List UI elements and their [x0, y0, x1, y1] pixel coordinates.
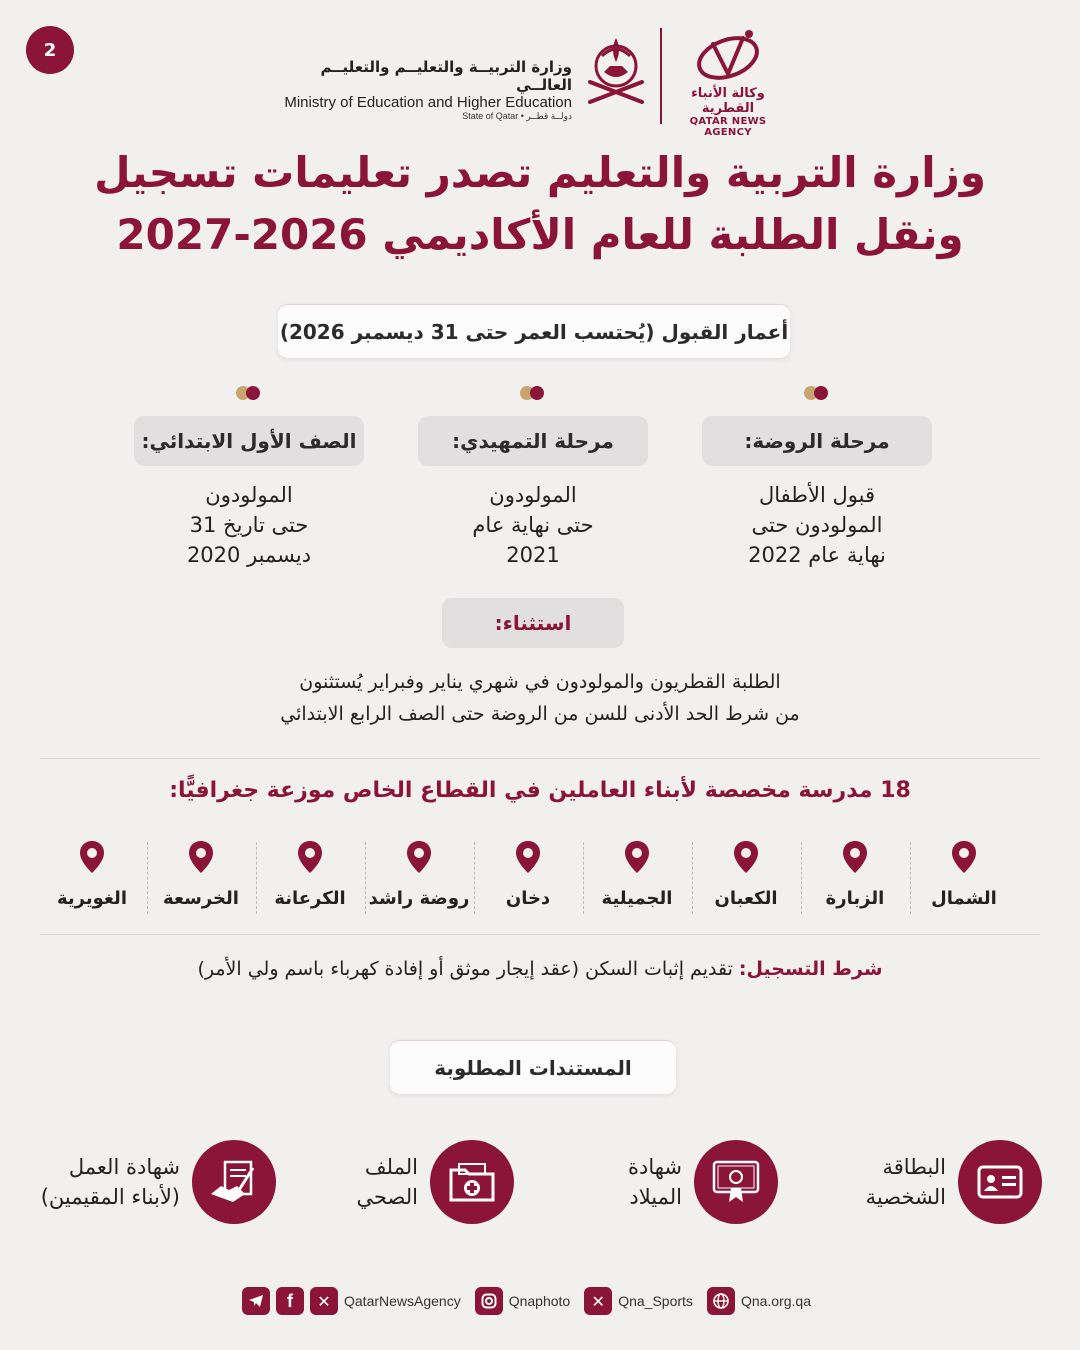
- location-label: دخان: [505, 888, 551, 909]
- qna-name-arabic: وكالة الأنباء القطرية: [691, 86, 765, 116]
- work-certificate-icon: [192, 1140, 276, 1224]
- stage-text-line: نهاية عام 2022: [748, 543, 886, 567]
- exception-line-2: من شرط الحد الأدنى للسن من الروضة حتى الصف الرابع الابتدائي: [280, 703, 800, 725]
- location-pin-icon: [188, 840, 214, 874]
- exception-line-1: الطلبة القطريون والمولودون في شهري يناير وفبراير يُستثنون: [299, 671, 781, 693]
- ministry-name-english: Ministry of Education and Higher Education: [284, 94, 572, 111]
- page-number-badge: 2: [26, 26, 74, 74]
- location-separator: [692, 842, 693, 914]
- medical-folder-icon: [430, 1140, 514, 1224]
- location-item: [692, 840, 800, 909]
- stage-preparatory-label: مرحلة التمهيدي:: [418, 416, 648, 466]
- location-pin-icon: [733, 840, 759, 874]
- location-label: الكرعانة: [274, 888, 346, 909]
- location-separator: [365, 842, 366, 914]
- location-pin-icon: [624, 840, 650, 874]
- location-separator: [801, 842, 802, 914]
- location-pin-icon: [951, 840, 977, 874]
- location-separator: [910, 842, 911, 914]
- registration-condition: [100, 958, 980, 980]
- section-divider: [40, 934, 1040, 935]
- stage-kindergarten-text: [697, 480, 937, 570]
- schools-heading: 18 مدرسة مخصصة لأبناء العاملين في القطاع الخاص موزعة جغرافيًّا:: [169, 778, 911, 803]
- globe-icon[interactable]: [707, 1287, 735, 1315]
- documents-heading: المستندات المطلوبة: [390, 1040, 676, 1094]
- location-item: [38, 840, 146, 909]
- state-label: State of Qatar • دولــة قطــر: [462, 111, 572, 121]
- sports-handle-link[interactable]: Qna_Sports: [618, 1293, 693, 1309]
- location-pin-icon: [842, 840, 868, 874]
- doc-line: (لأبناء المقيمين): [40, 1185, 180, 1209]
- qna-name-english: QATAR NEWS AGENCY: [689, 116, 767, 138]
- location-pin-icon: [79, 840, 105, 874]
- stage-text-line: حتى تاريخ 31: [189, 513, 309, 537]
- location-label: الجميلية: [601, 888, 673, 909]
- stage-text-line: ديسمبر 2020: [186, 543, 312, 567]
- doc-work-certificate: [20, 1152, 180, 1212]
- location-item: [583, 840, 691, 909]
- location-label: الكعبان: [714, 888, 778, 909]
- location-item: [910, 840, 1018, 909]
- location-item: [801, 840, 909, 909]
- title-line-2: ونقل الطلبة للعام الأكاديمي 2026-2027: [116, 210, 964, 259]
- location-label: الغويرية: [56, 888, 127, 909]
- website-link[interactable]: Qna.org.qa: [740, 1293, 811, 1309]
- doc-line: الصحي: [356, 1185, 418, 1209]
- location-label: روضة راشد: [368, 888, 470, 909]
- certificate-icon: [694, 1140, 778, 1224]
- location-separator: [583, 842, 584, 914]
- main-handle-link[interactable]: QatarNewsAgency: [344, 1293, 461, 1309]
- location-item: [365, 840, 473, 909]
- location-separator: [256, 842, 257, 914]
- x-icon[interactable]: ✕: [310, 1287, 338, 1315]
- stage-grade-one-label: الصف الأول الابتدائي:: [134, 416, 364, 466]
- logo-divider: [660, 28, 662, 124]
- telegram-icon[interactable]: [242, 1287, 270, 1315]
- location-item: [474, 840, 582, 909]
- qna-logo: [668, 24, 788, 138]
- location-pin-icon: [515, 840, 541, 874]
- location-pin-icon: [297, 840, 323, 874]
- state-emblem-icon: [582, 32, 650, 114]
- instagram-icon[interactable]: [475, 1287, 503, 1315]
- stage-kindergarten-label: مرحلة الروضة:: [702, 416, 932, 466]
- instagram-handle-link[interactable]: Qnaphoto: [508, 1293, 571, 1309]
- location-separator: [474, 842, 475, 914]
- registration-label: شرط التسجيل:: [738, 958, 883, 980]
- doc-line: شهادة العمل: [68, 1155, 180, 1179]
- doc-line: الشخصية: [865, 1185, 946, 1209]
- id-card-icon: [958, 1140, 1042, 1224]
- location-pin-icon: [406, 840, 432, 874]
- ministry-name-arabic: وزارة التربيــة والتعليــم والتعليــم العالــي: [320, 58, 572, 94]
- stage-grade-one-text: [129, 480, 369, 570]
- stage-text-line: حتى نهاية عام: [472, 513, 594, 537]
- qna-orbit-icon: [683, 24, 773, 86]
- exception-text: [140, 666, 940, 730]
- doc-line: شهادة: [627, 1155, 682, 1179]
- location-label: الخرسعة: [163, 888, 239, 909]
- title-line-1: وزارة التربية والتعليم تصدر تعليمات تسجيل: [94, 148, 986, 197]
- stage-text-line: المولودون: [489, 483, 577, 507]
- stage-text-line: المولودون حتى: [751, 513, 883, 537]
- decor-dots: [520, 386, 548, 400]
- decor-dots: [236, 386, 264, 400]
- stage-text-line: قبول الأطفال: [759, 483, 875, 507]
- location-item: [147, 840, 255, 909]
- decor-dots: [804, 386, 832, 400]
- registration-text: تقديم إثبات السكن (عقد إيجار موثق أو إفادة كهرباء باسم ولي الأمر): [197, 958, 733, 980]
- section-divider: [40, 758, 1040, 759]
- doc-id-card: [842, 1152, 946, 1212]
- location-separator: [147, 842, 148, 914]
- location-label: الشمال: [931, 888, 997, 909]
- exception-label: استثناء:: [442, 598, 624, 648]
- page-title: [60, 142, 1020, 266]
- stage-text-line: 2021: [506, 543, 560, 567]
- location-label: الزبارة: [825, 888, 885, 909]
- admission-ages-heading: أعمار القبول (يُحتسب العمر حتى 31 ديسمبر 2026): [278, 304, 790, 358]
- location-item: [256, 840, 364, 909]
- doc-line: البطاقة: [882, 1155, 946, 1179]
- stage-text-line: المولودون: [205, 483, 293, 507]
- x-icon[interactable]: ✕: [584, 1287, 612, 1315]
- doc-line: الملف: [364, 1155, 418, 1179]
- doc-birth-certificate: [580, 1152, 682, 1212]
- stage-preparatory-text: [413, 480, 653, 570]
- doc-line: الميلاد: [629, 1185, 682, 1209]
- ministry-name: [262, 58, 572, 122]
- facebook-icon[interactable]: f: [276, 1287, 304, 1315]
- doc-medical-file: [330, 1152, 418, 1212]
- footer-social-bar: [242, 1286, 811, 1316]
